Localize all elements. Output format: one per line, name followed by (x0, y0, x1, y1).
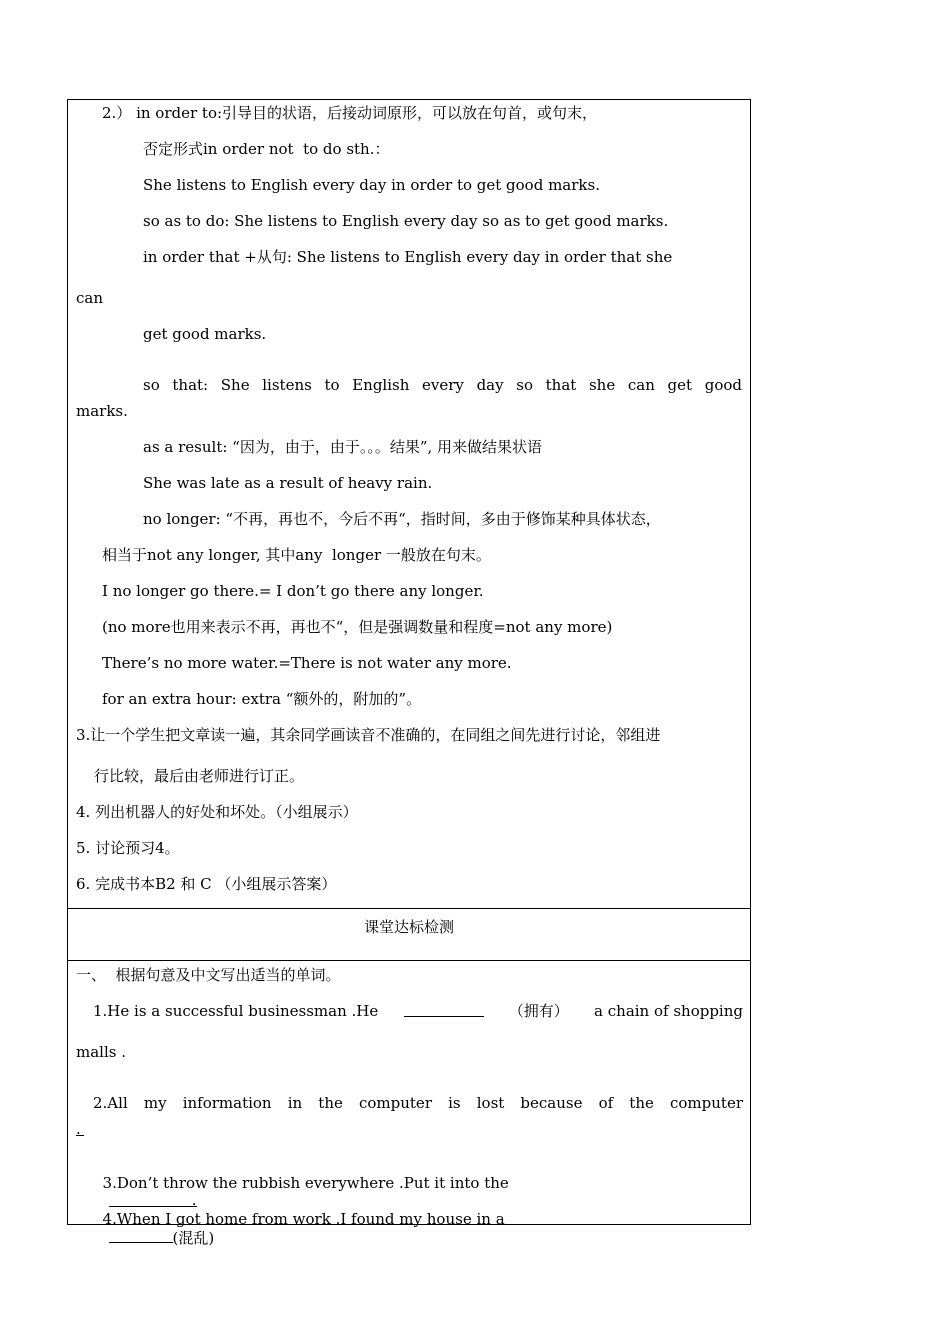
text-line: 行比较，最后由老师进行订正。 (94, 767, 305, 785)
answer-blank[interactable] (404, 1002, 484, 1017)
question-4 (93, 1192, 505, 1247)
text-line: get good marks. (143, 325, 267, 343)
text-line: I no longer go there.= I don’t go there any longer. (102, 582, 484, 600)
text-line: 相当于not any longer, 其中any longer 一般放在句末。 (102, 546, 491, 564)
text-line: (no more也用来表示不再，再也不“，但是强调数量和程度=not any more) (102, 618, 613, 636)
text-line: 5. 讨论预习4。 (76, 839, 180, 857)
text-line: can (76, 289, 104, 307)
text-line: no longer: “不再，再也不，今后不再“，指时间，多由于修饰某种具体状态， (143, 510, 661, 528)
question-text: malls . (76, 1043, 126, 1061)
text-line: She listens to English every day in order to get good marks. (143, 176, 600, 194)
question-text: . (191, 1191, 197, 1209)
text-line: so that: She listens to English every day so that she can get good (143, 376, 742, 394)
question-1 (93, 1002, 743, 1020)
text-line: 4. 列出机器人的好处和坏处。（小组展示） (76, 803, 358, 821)
question-text: 3.Don’t throw the rubbish everywhere .Put it into the (102, 1174, 509, 1192)
text-line: 3.让一个学生把文章读一遍，其余同学画读音不准确的，在同组之间先进行讨论，邻组进 (76, 726, 661, 744)
text-line: in order that +从句: She listens to English every day in order that she (143, 248, 673, 266)
text-line: 否定形式in order not to do sth.： (143, 140, 390, 158)
text-line: She was late as a result of heavy rain. (143, 474, 433, 492)
text-line: marks. (76, 402, 128, 420)
question-2: 2.All my information in the computer is lost because of the computer (93, 1094, 743, 1112)
question-text: 4.When I got home from work .I found my house in a (102, 1210, 505, 1228)
text-line: as a result: “因为，由于，由于。。。结果”, 用来做结果状语 (143, 438, 543, 456)
question-hint: (混乱) (172, 1229, 215, 1247)
text-line: so as to do: She listens to English every day so as to get good marks. (143, 212, 669, 230)
question-hint: （拥有） (508, 1002, 569, 1020)
text-line: 6. 完成书本B2 和 C （小组展示答案） (76, 875, 337, 893)
section-title: 课堂达标检测 (363, 918, 454, 936)
answer-blank[interactable]: . (76, 1120, 81, 1138)
text-line: for an extra hour: extra “额外的，附加的”。 (102, 690, 422, 708)
exercise-heading: 一、 根据句意及中文写出适当的单词。 (76, 966, 341, 984)
answer-blank-line (76, 1135, 84, 1136)
answer-blank[interactable] (109, 1228, 173, 1243)
text-line: There’s no more water.=There is not water any more. (102, 654, 512, 672)
text-line: 2.） in order to:引导目的状语，后接动词原形，可以放在句首，或句末， (102, 104, 598, 122)
question-text: a chain of shopping (594, 1002, 743, 1020)
question-text: 1.He is a successful businessman .He (93, 1002, 379, 1020)
